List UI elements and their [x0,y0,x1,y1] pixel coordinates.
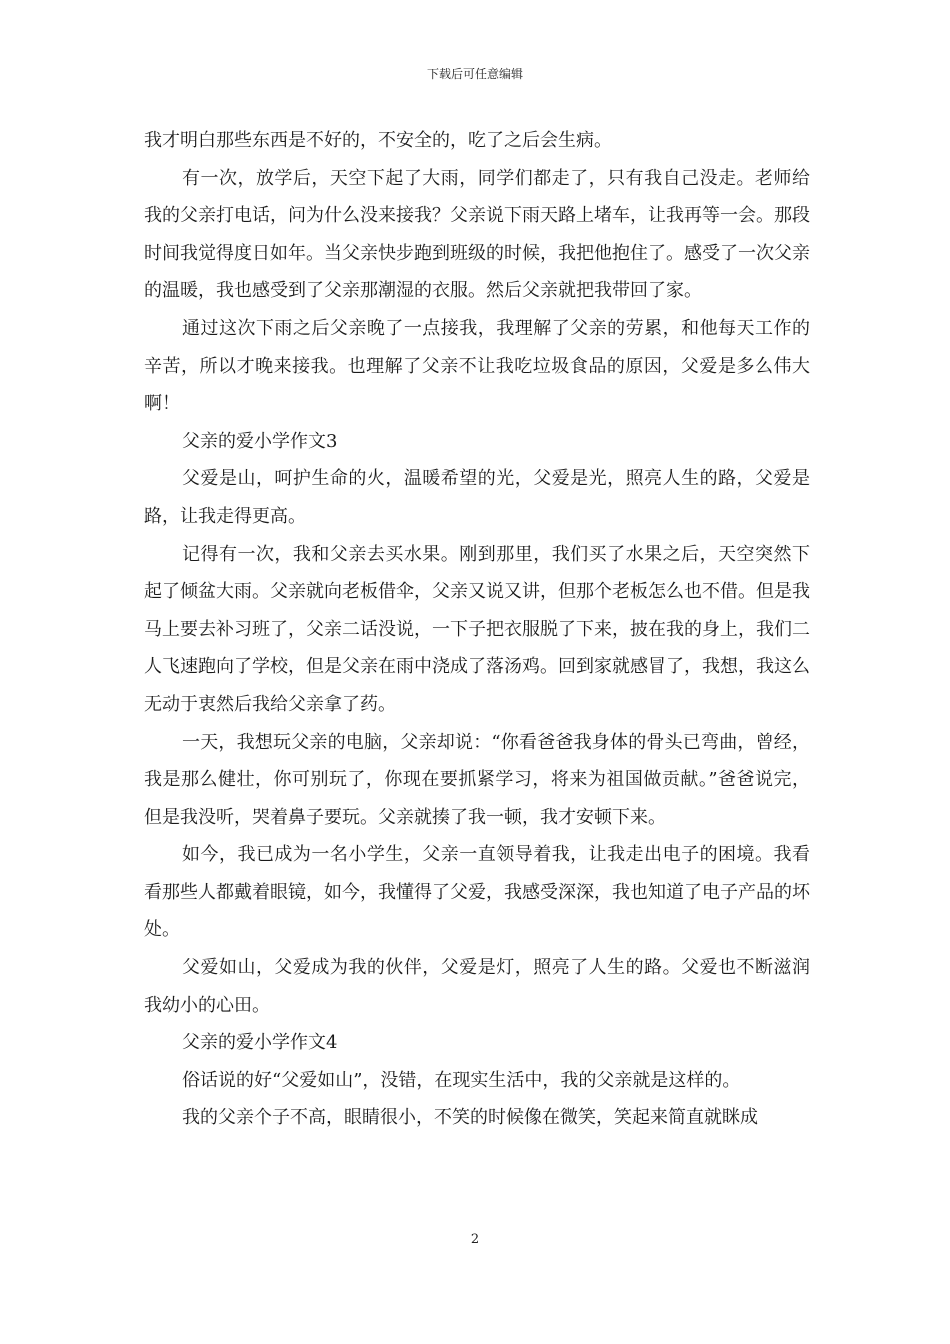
page-header: 下载后可任意编辑 [426,67,523,81]
paragraph: 记得有一次，我和父亲去买水果。刚到那里，我们买了水果之后，天空突然下起了倾盆大雨。父亲就向老板借伞，父亲又说又讲，但那个老板怎么也不借。但是我马上要去补习班了，父亲二话没说，一下子把衣服脱了下来，披在我的身上，我们二人飞速跑向了学校，但是父亲在雨中浇成了落汤鸡。回到家就感冒了，我想，我这么无动于衷然后我给父亲拿了药。 [144,543,810,715]
paragraph: 父爱是山，呵护生命的火，温暖希望的光，父爱是光，照亮人生的路，父爱是路，让我走得更高。 [144,468,810,527]
paragraph: 我的父亲个子不高，眼睛很小，不笑的时候像在微笑，笑起来简直就眯成 [182,1107,758,1129]
paragraph: 父爱如山，父爱成为我的伙伴，父爱是灯，照亮了人生的路。父爱也不断滋润我幼小的心田。 [144,957,810,1016]
paragraph: 我才明白那些东西是不好的，不安全的，吃了之后会生病。 [144,130,612,151]
document-body [144,122,810,1137]
paragraph: 有一次，放学后，天空下起了大雨，同学们都走了，只有我自己没走。老师给我的父亲打电话，问为什么没来接我？父亲说下雨天路上堵车，让我再等一会。那段时间我觉得度日如年。当父亲快步跑到班级的时候，我把他抱住了。感受了一次父亲的温暖，我也感受到了父亲那潮湿的衣服。然后父亲就把我带回了家。 [144,167,810,302]
paragraph: 俗话说的好“父爱如山”，没错，在现实生活中，我的父亲就是这样的。 [182,1069,741,1091]
section-heading: 父亲的爱小学作文4 [182,1032,338,1054]
page-number: 2 [470,1232,480,1247]
section-heading: 父亲的爱小学作文3 [182,430,338,452]
paragraph: 一天，我想玩父亲的电脑，父亲却说：“你看爸爸我身体的骨头已弯曲，曾经，我是那么健壮，你可别玩了，你现在要抓紧学习，将来为祖国做贡献。”爸爸说完，但是我没听，哭着鼻子要玩。父亲就揍了我一顿，我才安顿下来。 [144,731,810,828]
paragraph: 通过这次下雨之后父亲晚了一点接我，我理解了父亲的劳累，和他每天工作的辛苦，所以才晚来接我。也理解了父亲不让我吃垃圾食品的原因，父爱是多么伟大啊！ [144,317,810,415]
paragraph: 如今，我已成为一名小学生，父亲一直领导着我，让我走出电子的困境。我看看那些人都戴着眼镜，如今，我懂得了父爱，我感受深深，我也知道了电子产品的坏处。 [144,844,810,941]
